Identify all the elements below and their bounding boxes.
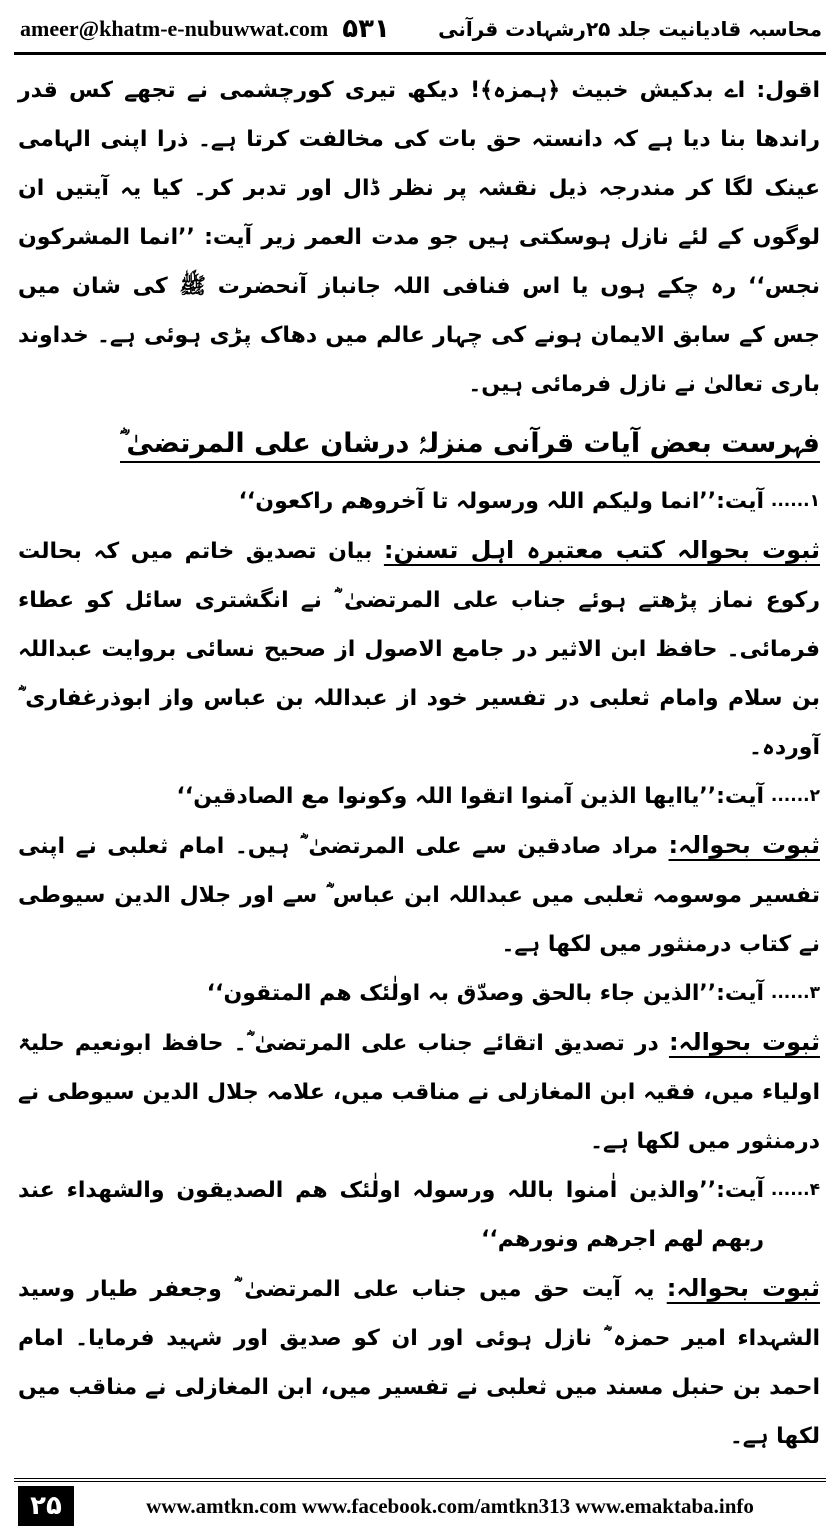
page-header [14, 6, 826, 55]
item-4 [18, 1166, 820, 1461]
proof-label: ثبوت بحوالہ کتب معتبرہ اہل تسنن: [383, 536, 820, 564]
proof-paragraph [18, 1018, 820, 1166]
proof-text: یہ آیت حق میں جناب علی المرتضیٰ ؓ وجعفر طیار وسید الشہداء امیر حمزہ ؓ نازل ہوئی اور ان کو صدیق اور شہید فرمایا۔ امام احمد بن حنبل مسند میں ثعلبی نے تفسیر میں، ابن المغازلی نے مناقب میں لکھا ہے۔ [18, 1277, 820, 1449]
header-title: محاسبہ قادیانیت جلد ۲۵رشہادت قرآنی [438, 17, 822, 41]
ayah-prefix: آیت: [716, 1178, 764, 1203]
item-number: ۳...... [770, 983, 820, 1003]
item-3 [18, 969, 820, 1166]
proof-text: مراد صادقین سے علی المرتضیٰ ؓ ہیں۔ امام ثعلبی نے اپنی تفسیر موسومہ ثعلبی میں عبداللہ ابن عباس ؓ سے اور جلال الدین سیوطی نے کتاب درمنثور میں لکھا ہے۔ [18, 834, 820, 957]
ayah-prefix: آیت: [716, 489, 764, 514]
proof-label: ثبوت بحوالہ: [668, 1028, 820, 1056]
item-number: ۴...... [770, 1180, 820, 1200]
proof-paragraph [18, 1264, 820, 1461]
ayah-prefix: آیت: [716, 981, 764, 1006]
header-page-number: ۵۳۱ [342, 14, 390, 44]
proof-text: در تصدیق اتقائے جناب علی المرتضیٰ ؓ۔ حافظ ابونعیم حلیۃ اولیاء میں، فقیہ ابن المغازلی نے مناقب میں، علامہ جلال الدین سیوطی نے درمنثور میں لکھا ہے۔ [18, 1031, 820, 1154]
proof-paragraph [18, 821, 820, 969]
proof-text: بیان تصدیق خاتم میں کہ بحالت رکوع نماز پڑھتے ہوئے جناب علی المرتضیٰ ؓ نے انگشتری سائل کو عطاء فرمائی۔ حافظ ابن الاثیر در جامع الاصول از صحیح نسائی بروایت عبداللہ بن سلام وامام ثعلبی در تفسیر خود از عبداللہ بن عباس واز ابوذرغفاری ؓ آوردہ۔ [18, 539, 820, 760]
section-heading-text: فہرست بعض آیات قرآنی منزلۂ درشان علی المرتضیٰ ؓ [120, 428, 820, 463]
section-heading [18, 417, 820, 471]
page-body [18, 66, 820, 1461]
item-1 [18, 477, 820, 772]
header-email[interactable]: ameer@khatm-e-nubuwwat.com [20, 16, 329, 41]
item-number: ۲...... [770, 786, 820, 806]
proof-paragraph [18, 526, 820, 772]
header-left [14, 14, 390, 44]
proof-label: ثبوت بحوالہ: [666, 1274, 820, 1302]
ayah-line [18, 477, 820, 526]
ayah-line [18, 772, 820, 821]
page-footer [14, 1478, 826, 1530]
ayah-text: ’’انما ولیکم اللہ ورسولہ تا آخروھم راکعون‘‘ [238, 489, 717, 514]
ayah-text: ’’والذین اٰمنوا باللہ ورسولہ اولٰئک ھم الصدیقون والشھداء عند ربھم لھم اجرھم ونورھم‘‘ [18, 1178, 764, 1252]
proof-label: ثبوت بحوالہ: [668, 831, 820, 859]
ayah-line [18, 969, 820, 1018]
item-2 [18, 772, 820, 969]
ayah-text: ’’یاایھا الذین آمنوا اتقوا اللہ وکونوا مع الصادقین‘‘ [176, 784, 717, 809]
ayah-text: ’’الذین جاء بالحق وصدّق بہ اولٰئک ھم المتقون‘‘ [206, 981, 717, 1006]
item-number: ۱...... [770, 491, 820, 511]
ayah-prefix: آیت: [716, 784, 764, 809]
footer-links[interactable]: www.amtkn.com www.facebook.com/amtkn313 www.emaktaba.info [146, 1493, 754, 1518]
ayah-line [18, 1166, 820, 1264]
intro-paragraph: اقول: اے بدکیش خبیث ﴿ہمزہ﴾! دیکھ تیری کورچشمی نے تجھے کس قدر راندھا بنا دیا ہے کہ دانستہ حق بات کی مخالفت کرتا ہے۔ ذرا اپنی الہامی عینک لگا کر مندرجہ ذیل نقشہ پر نظر ڈال اور تدبر کر۔ کیا یہ آیتیں ان لوگوں کے لئے نازل ہوسکتی ہیں جو مدت العمر زیر آیت: ’’انما المشرکون نجس‘‘ رہ چکے ہوں یا اس فنافی اللہ جانباز آنحضرت ﷺ کی شان میں جس کے سابق الایمان ہونے کی چہار عالم میں دھاک پڑی ہوئی ہے۔ خداوند باری تعالیٰ نے نازل فرمائی ہیں۔ [18, 78, 820, 397]
footer-page-number: ۲۵ [18, 1486, 74, 1526]
